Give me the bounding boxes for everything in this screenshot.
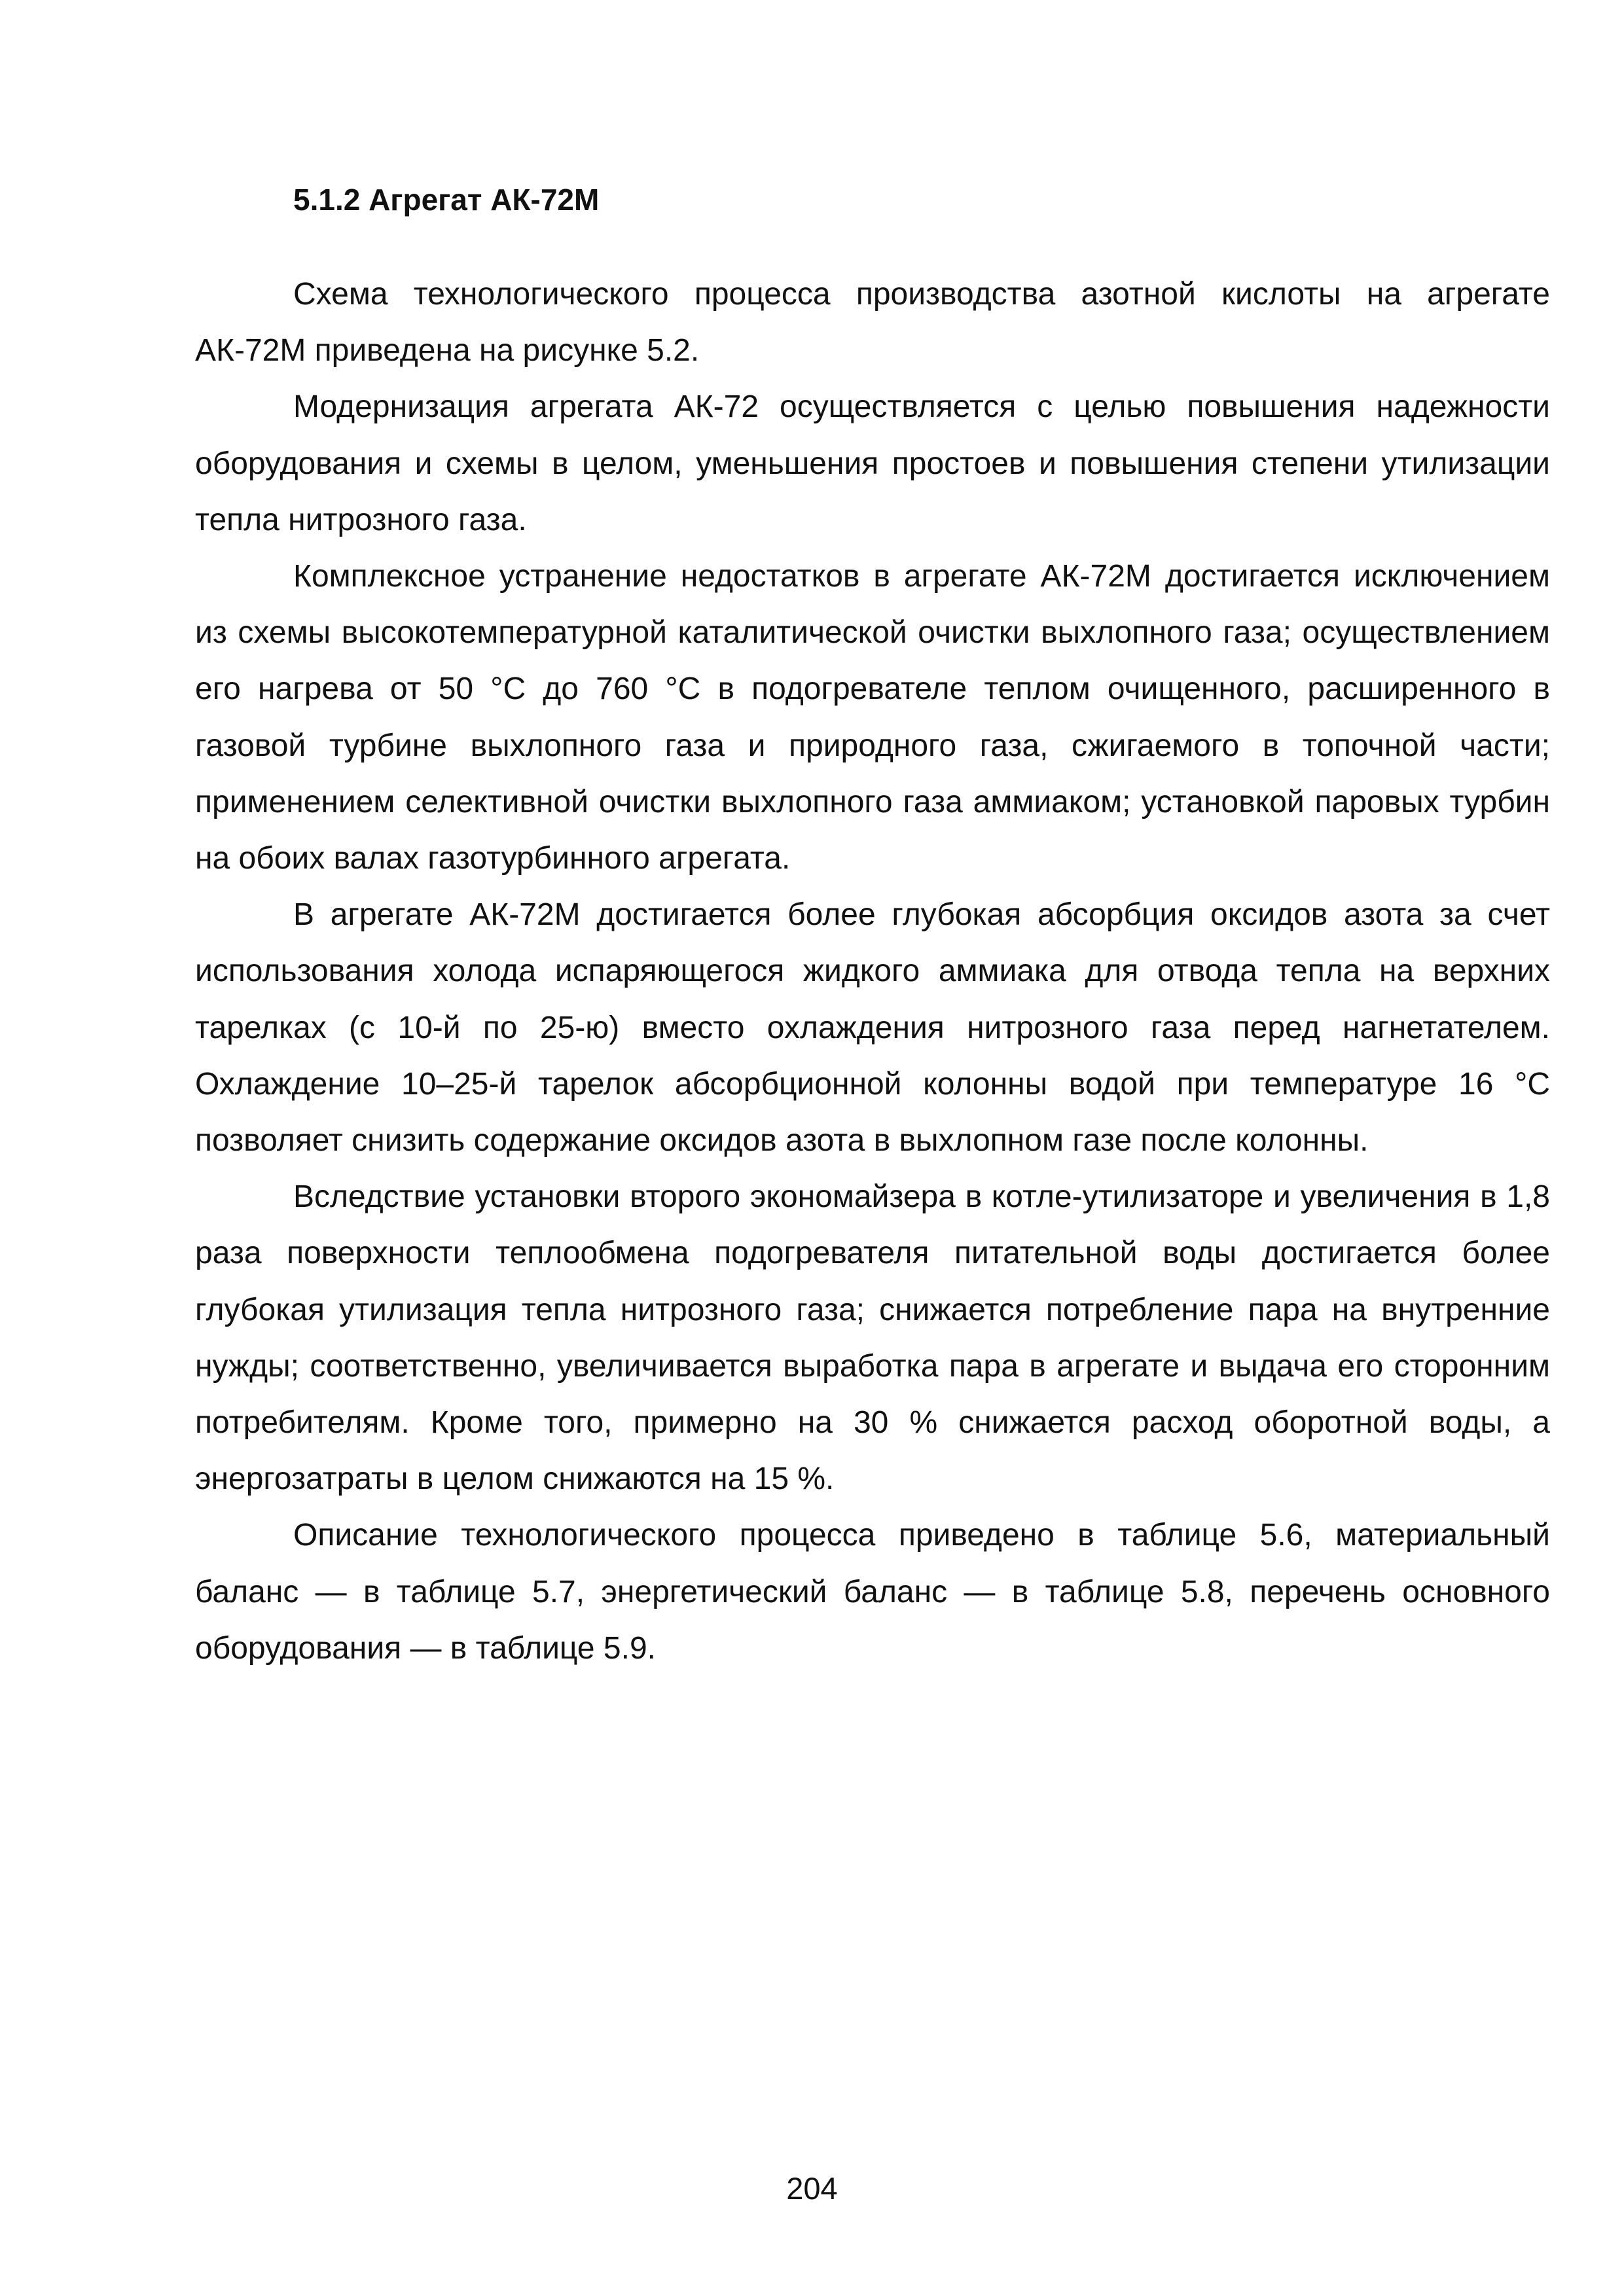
body-text [195,266,1550,1677]
paragraph-scheme-reference: Схема технологического процесса производства азотной кислоты на агрегате АК-72М приведена на рисунке 5.2. [195,277,1550,368]
paragraph-absorption: В агрегате АК-72М достигается более глубокая абсорбция оксидов азота за счет использования холода испаряющегося жидкого аммиака для отвода тепла на верхних тарелках (с 10-й по 25-ю) вместо охлаждения нитрозного газа перед нагнетателем. Охлаждение 10–25-й тарелок абсорбционной колонны водой при температуре 16 °С позволяет снизить содержание оксидов азота в выхлопном газе после колонны. [195,897,1550,1158]
paragraph-economizer: Вследствие установки второго экономайзера в котле-утилизаторе и увеличения в 1,8 раза поверхности теплообмена подогревателя питательной воды достигается более глубокая утилизация тепла нитрозного газа; снижается потребление пара на внутренние нужды; соответственно, увеличивается выработка пара в агрегате и выдача его сторонним потребителям. Кроме того, примерно на 30 % снижается расход оборотной воды, а энергозатраты в целом снижаются на 15 %. [195,1179,1550,1497]
page-number: 204 [786,2171,838,2206]
section-heading: 5.1.2 Агрегат АК-72М [293,183,600,217]
paragraph-table-references: Описание технологического процесса приведено в таблице 5.6, материальный баланс — в таблице 5.7, энергетический баланс — в таблице 5.8, перечень основного оборудования — в таблице 5.9. [195,1518,1550,1666]
paragraph-modernization: Модернизация агрегата АК-72 осуществляется с целью повышения надежности оборудования и схемы в целом, уменьшения простоев и повышения степени утилизации тепла нитрозного газа. [195,389,1550,537]
paragraph-deficiency-elimination: Комплексное устранение недостатков в агрегате АК-72М достигается исключением из схемы высокотемпературной каталитической очистки выхлопного газа; осуществлением его нагрева от 50 °С до 760 °С в подогревателе теплом очищенного, расширенного в газовой турбине выхлопного газа и природного газа, сжигаемого в топочной части; применением селективной очистки выхлопного газа аммиаком; установкой паровых турбин на обоих валах газотурбинного агрегата. [195,559,1550,876]
